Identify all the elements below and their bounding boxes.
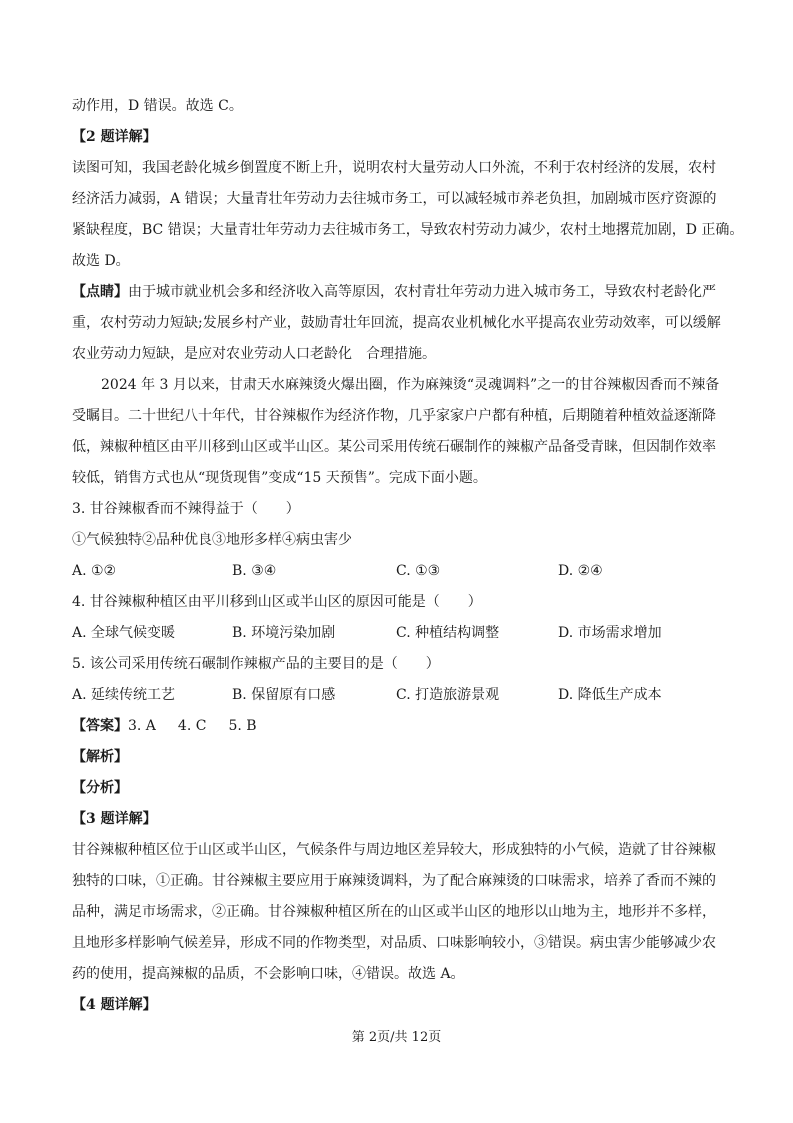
q3-detail-line: 独特的口味，①正确。甘谷辣椒主要应用于麻辣烫调料，为了配合麻辣烫的口味需求，培养了香而不辣的 — [72, 873, 716, 889]
page-footer: 第 2页/共 12页 — [351, 1030, 442, 1045]
passage-line: 低，辣椒种植区由平川移到山区或半山区。某公司采用传统石碾制作的辣椒产品备受青睐，但因制作效率 — [72, 439, 716, 455]
q4-stem: 4. 甘谷辣椒种植区由平川移到山区或半山区的原因可能是（ ） — [72, 594, 482, 610]
q3-option-b: B. ③④ — [232, 563, 277, 579]
q2-detail-heading: 【2 题详解】 — [72, 129, 157, 145]
q3-detail-heading: 【3 题详解】 — [72, 811, 157, 827]
q2-detail-line: 读图可知，我国老龄化城乡倒置度不断上升，说明农村大量劳动人口外流，不利于农村经济的发展，农村 — [72, 160, 716, 176]
q5-stem: 5. 该公司采用传统石碾制作辣椒产品的主要目的是（ ） — [72, 656, 440, 672]
dianjing-first-line: 由于城市就业机会多和经济收入高等原因，农村青壮年劳动力进入城市务工，导致农村老龄化严 — [128, 284, 716, 300]
dianjing-paragraph — [72, 283, 716, 301]
q3-choices: ①气候独特②品种优良③地形多样④病虫害少 — [72, 532, 352, 548]
q5-option-c: C. 打造旅游景观 — [396, 687, 500, 703]
passage-first-line: 2024 年 3 月以来，甘肃天水麻辣烫火爆出圈，作为麻辣烫“灵魂调料”之一的甘谷辣椒因香而不辣备 — [101, 377, 720, 393]
answer-row — [72, 717, 279, 735]
q3-detail-line: 品种，满足市场需求，②正确。甘谷辣椒种植区所在的山区或半山区的地形以山地为主，地形并不多样， — [72, 904, 716, 920]
q3-detail-line: 药的使用，提高辣椒的品质，不会影响口味，④错误。故选 A。 — [72, 966, 465, 982]
q5-option-a: A. 延续传统工艺 — [72, 687, 176, 703]
q3-option-a: A. ①② — [72, 563, 117, 579]
q3-option-c: C. ①③ — [396, 563, 441, 579]
answer-item: 5. B — [228, 718, 257, 734]
q4-option-d: D. 市场需求增加 — [558, 625, 662, 641]
passage-line: 较低，销售方式也从“现货现售”变成“15 天预售”。完成下面小题。 — [72, 470, 487, 486]
answer-item: 4. C — [177, 718, 207, 734]
q2-detail-line: 故选 D。 — [72, 253, 130, 269]
jiexi-heading: 【解析】 — [72, 749, 128, 765]
q4-option-c: C. 种植结构调整 — [396, 625, 500, 641]
q3-detail-line: 甘谷辣椒种植区位于山区或半山区，气候条件与周边地区差异较大，形成独特的小气候，造就了甘谷辣椒 — [72, 842, 716, 858]
fenxi-heading: 【分析】 — [72, 780, 128, 796]
q3-option-d: D. ②④ — [558, 563, 603, 579]
passage-line: 受瞩目。二十世纪八十年代，甘谷辣椒作为经济作物，几乎家家户户都有种植，后期随着种植效益逐渐降 — [72, 408, 716, 424]
q5-option-b: B. 保留原有口感 — [232, 687, 336, 703]
q2-detail-line: 紧缺程度，BC 错误；大量青壮年劳动力去往城市务工，导致农村劳动力减少，农村土地撂荒加剧，D 正确。 — [72, 222, 744, 238]
previous-answer-tail: 动作用，D 错误。故选 C。 — [72, 98, 243, 114]
dianjing-line: 重，农村劳动力短缺;发展乡村产业，鼓励青壮年回流，提高农业机械化水平提高农业劳动效率，可以缓解 — [72, 315, 721, 331]
q4-detail-heading: 【4 题详解】 — [72, 997, 157, 1013]
answer-tag: 【答案】 — [72, 718, 128, 734]
answer-item: 3. A — [128, 718, 156, 734]
q5-option-d: D. 降低生产成本 — [558, 687, 662, 703]
dianjing-tag: 【点睛】 — [72, 284, 128, 300]
dianjing-line: 农业劳动力短缺，是应对农业劳动人口老龄化 合理措施。 — [72, 346, 436, 362]
q3-detail-line: 且地形多样影响气候差异，形成不同的作物类型，对品质、口味影响较小，③错误。病虫害少能够减少农 — [72, 935, 716, 951]
q4-option-a: A. 全球气候变暖 — [72, 625, 176, 641]
q3-stem: 3. 甘谷辣椒香而不辣得益于（ ） — [72, 501, 300, 517]
q4-option-b: B. 环境污染加剧 — [232, 625, 336, 641]
q2-detail-line: 经济活力减弱，A 错误；大量青壮年劳动力去往城市务工，可以减轻城市养老负担，加剧城市医疗资源的 — [72, 191, 717, 207]
